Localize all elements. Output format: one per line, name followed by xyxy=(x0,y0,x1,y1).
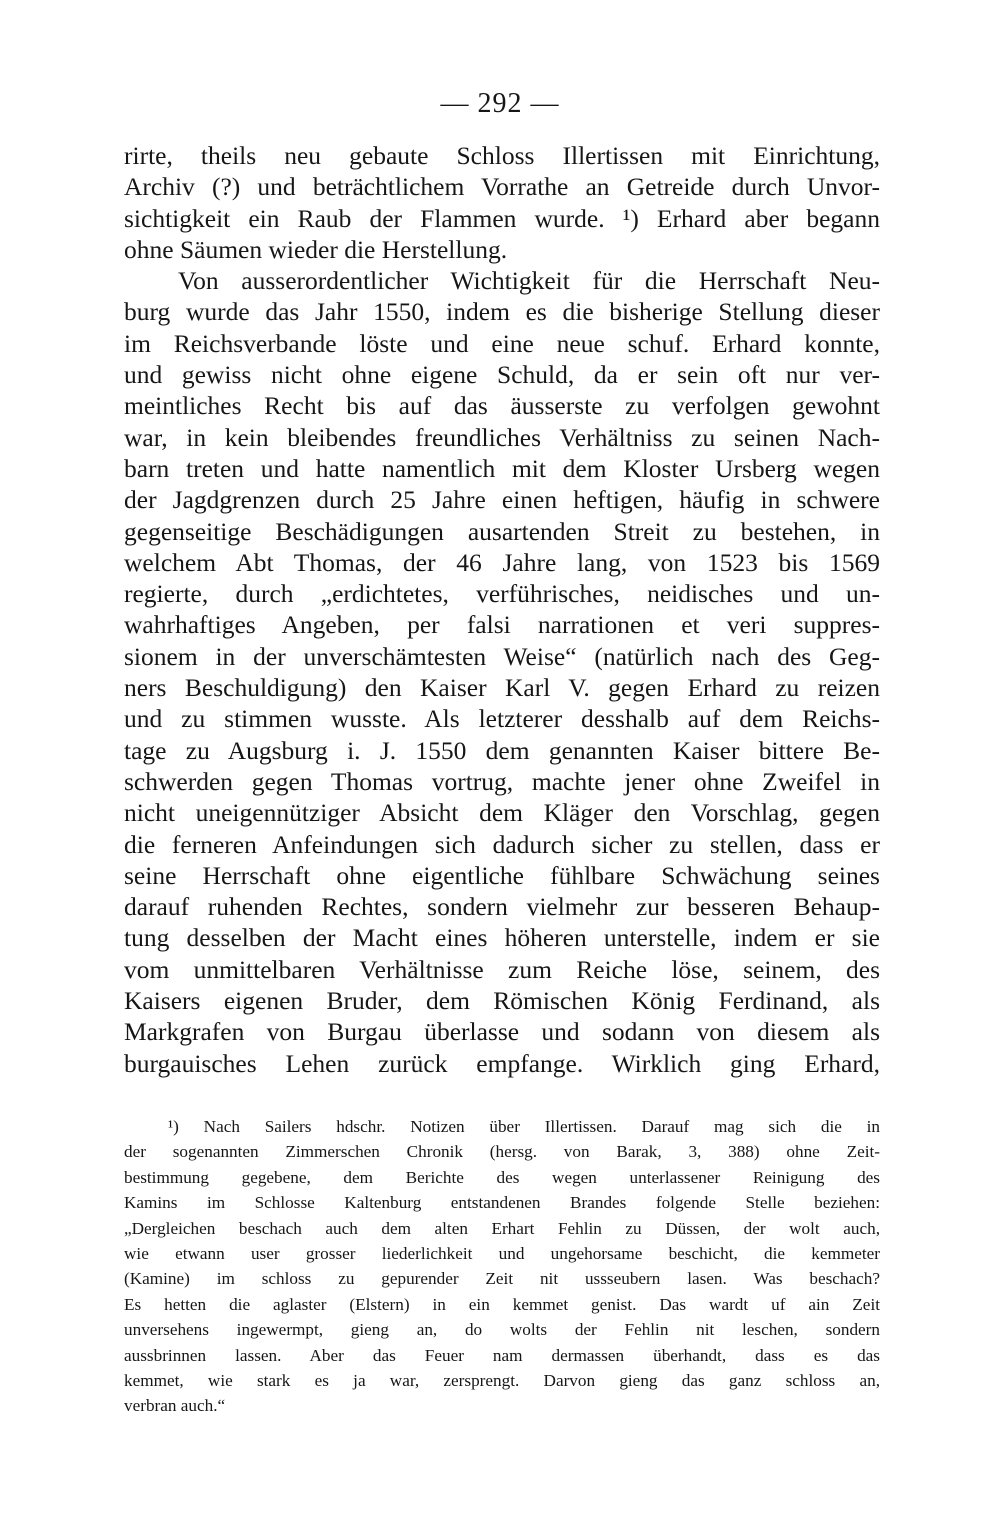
footnote-line: Es hetten die aglaster (Elstern) in ein kemmet genist. Das wardt uf ain Zeit xyxy=(124,1294,880,1314)
footnote-line: wie etwann user grosser liederlichkeit und ungehorsame beschicht, die kemmeter xyxy=(124,1244,880,1264)
text-line: Kaisers eigenen Bruder, dem Römischen König Ferdinand, als xyxy=(124,986,880,1016)
footnote-line: „Dergleichen beschach auch dem alten Erhart Fehlin zu Düssen, der wolt auch, xyxy=(124,1218,880,1238)
text-line: regierte, durch „erdichtetes, verführisches, neidisches und un- xyxy=(124,579,880,609)
footnote-line: kemmet, wie stark es ja war, zersprengt. Darvon gieng das ganz schloss an, xyxy=(124,1371,880,1391)
text-line: Von ausserordentlicher Wichtigkeit für die Herrschaft Neu- xyxy=(178,266,880,296)
page-number: — 292 — xyxy=(440,88,560,119)
text-line: burg wurde das Jahr 1550, indem es die bisherige Stellung dieser xyxy=(124,297,880,327)
text-line: barn treten und hatte namentlich mit dem Kloster Ursberg wegen xyxy=(124,453,880,483)
footnotes xyxy=(124,1114,880,1419)
text-line: war, in kein bleibendes freundliches Verhältniss zu seinen Nach- xyxy=(124,422,880,452)
text-line: und zu stimmen wusste. Als letzterer desshalb auf dem Reichs- xyxy=(124,704,880,734)
text-line: und gewiss nicht ohne eigene Schuld, da er sein oft nur ver- xyxy=(124,360,880,390)
footnote-line: verbran auch.“ xyxy=(124,1396,226,1416)
footnote-line: bestimmung gegebene, dem Berichte des wegen unterlassener Reinigung des xyxy=(124,1167,880,1187)
main-text-body xyxy=(124,140,880,1079)
footnote-line: der sogenannten Zimmerschen Chronik (hersg. von Barak, 3, 388) ohne Zeit- xyxy=(124,1142,880,1162)
text-line: darauf ruhenden Rechtes, sondern vielmehr zur besseren Behaup- xyxy=(124,892,880,922)
text-line: burgauisches Lehen zurück empfange. Wirklich ging Erhard, xyxy=(124,1048,880,1078)
footnote-line: (Kamine) im schloss zu gepurender Zeit nit ussseubern lasen. Was beschach? xyxy=(124,1269,880,1289)
text-line: gegenseitige Beschädigungen ausartenden Streit zu bestehen, in xyxy=(124,516,880,546)
text-line: der Jagdgrenzen durch 25 Jahre einen heftigen, häufig in schwere xyxy=(124,485,880,515)
text-line: schwerden gegen Thomas vortrug, machte jener ohne Zweifel in xyxy=(124,766,880,796)
text-line: rirte, theils neu gebaute Schloss Illertissen mit Einrichtung, xyxy=(124,141,880,170)
text-line: im Reichsverbande löste und eine neue schuf. Erhard konnte, xyxy=(124,328,880,358)
text-line: Markgrafen von Burgau überlasse und sodann von diesem als xyxy=(124,1017,880,1047)
text-line: die ferneren Anfeindungen sich dadurch sicher zu stellen, dass er xyxy=(124,829,880,859)
footnote-line: Kamins im Schlosse Kaltenburg entstandenen Brandes folgende Stelle beziehen: xyxy=(124,1193,880,1213)
text-line: tung desselben der Macht eines höheren unterstelle, indem er sie xyxy=(124,923,880,953)
footnote-line: unversehens ingewermpt, gieng an, do wolts der Fehlin nit leschen, sondern xyxy=(124,1320,880,1340)
text-line: seine Herrschaft ohne eigentliche fühlbare Schwächung seines xyxy=(124,860,880,890)
text-line: wahrhaftiges Angeben, per falsi narrationen et veri suppres- xyxy=(124,610,880,640)
text-line: tage zu Augsburg i. J. 1550 dem genannten Kaiser bittere Be- xyxy=(124,735,880,765)
text-line: sionem in der unverschämtesten Weise“ (natürlich nach des Geg- xyxy=(124,641,880,671)
text-line: welchem Abt Thomas, der 46 Jahre lang, von 1523 bis 1569 xyxy=(124,547,880,577)
text-line: ners Beschuldigung) den Kaiser Karl V. gegen Erhard zu reizen xyxy=(124,673,880,703)
text-line: meintliches Recht bis auf das äusserste zu verfolgen gewohnt xyxy=(124,391,880,421)
footnote-line: aussbrinnen lassen. Aber das Feuer nam dermassen überhandt, dass es das xyxy=(124,1345,880,1365)
footnote-line: ¹) Nach Sailers hdschr. Notizen über Illertissen. Darauf mag sich die in xyxy=(168,1117,880,1136)
text-line: vom unmittelbaren Verhältnisse zum Reiche löse, seinem, des xyxy=(124,954,880,984)
text-line: ohne Säumen wieder die Herstellung. xyxy=(124,234,508,264)
text-line: Archiv (?) und beträchtlichem Vorrathe an Getreide durch Unvor- xyxy=(124,172,880,202)
text-line: sichtigkeit ein Raub der Flammen wurde. ¹) Erhard aber begann xyxy=(124,203,880,233)
text-line: nicht uneigennütziger Absicht dem Kläger den Vorschlag, gegen xyxy=(124,798,880,828)
